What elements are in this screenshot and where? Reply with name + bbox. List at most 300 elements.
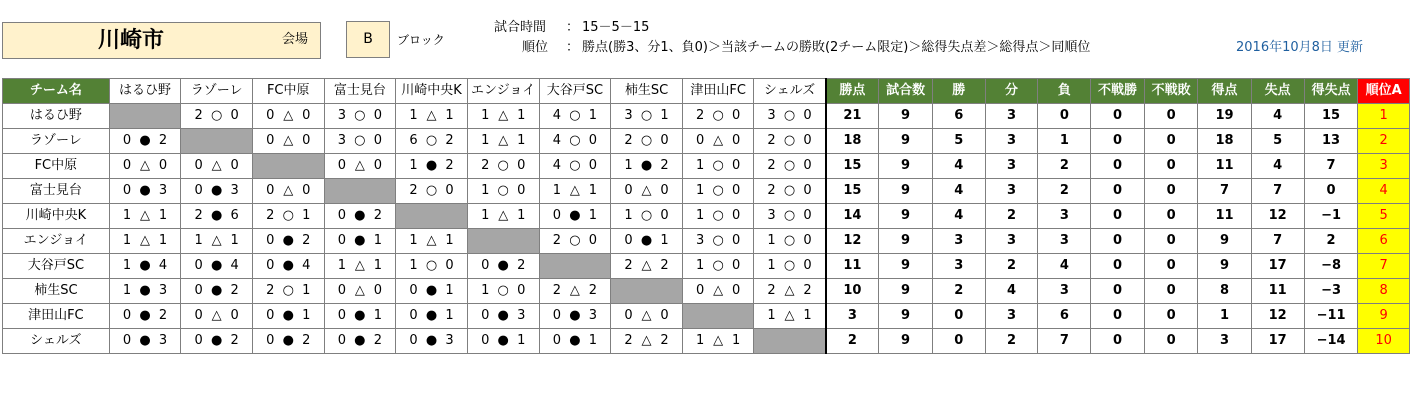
score-against: 3	[517, 308, 526, 323]
stat-cell: 2	[985, 329, 1038, 354]
match-result-cell	[682, 154, 754, 179]
score-against: 1	[373, 258, 382, 273]
stat-cell: 14	[826, 204, 879, 229]
score-for: 1	[409, 108, 418, 123]
team-name: FC中原	[3, 154, 110, 179]
score-against: 4	[158, 258, 168, 273]
match-result-cell	[109, 304, 181, 329]
column-header-opponent: FC中原	[252, 79, 324, 104]
stat-cell: 15	[1304, 104, 1358, 129]
match-result-cell	[754, 279, 826, 304]
result-symbol: ●	[282, 333, 294, 348]
score-for: 0	[409, 308, 418, 323]
score-against: 1	[445, 308, 454, 323]
result-symbol: △	[354, 158, 365, 173]
match-result-cell	[252, 329, 324, 354]
stat-cell: 9	[879, 229, 933, 254]
match-time-separator: ：	[566, 20, 580, 35]
score-for: 1	[481, 283, 490, 298]
match-time-value: 15－5－15	[582, 20, 650, 35]
score-against: 0	[660, 308, 669, 323]
result-symbol: ●	[497, 333, 509, 348]
score-for: 1	[696, 183, 705, 198]
column-header-opponent: はるひ野	[109, 79, 181, 104]
match-result-cell	[754, 179, 826, 204]
score-against: 1	[517, 133, 526, 148]
score-against: 2	[517, 258, 526, 273]
result-symbol: △	[211, 158, 222, 173]
score-against: 0	[302, 108, 311, 123]
score-against: 0	[803, 183, 812, 198]
score-for: 4	[552, 108, 562, 123]
stat-cell: 0	[1091, 329, 1145, 354]
stat-cell: 0	[1091, 129, 1145, 154]
match-result-cell	[611, 304, 683, 329]
stat-cell: 0	[1091, 179, 1145, 204]
match-result-cell	[754, 104, 826, 129]
table-row	[3, 154, 1410, 179]
result-symbol: △	[498, 133, 509, 148]
self-match-cell	[539, 254, 611, 279]
score-for: 1	[767, 258, 776, 273]
score-against: 1	[302, 308, 311, 323]
score-for: 0	[266, 333, 275, 348]
result-symbol: △	[283, 183, 294, 198]
column-header-stat: 試合数	[879, 79, 933, 104]
stat-cell: 0	[1144, 179, 1198, 204]
match-result-cell	[181, 279, 253, 304]
score-for: 2	[409, 183, 418, 198]
result-symbol: ○	[712, 158, 724, 173]
table-row	[3, 179, 1410, 204]
stat-cell: 3	[985, 229, 1038, 254]
match-result-cell	[324, 329, 396, 354]
score-against: 2	[445, 158, 454, 173]
stat-cell: 4	[932, 154, 985, 179]
stat-cell: 9	[879, 129, 933, 154]
score-against: 3	[158, 183, 168, 198]
result-symbol: △	[354, 283, 365, 298]
score-for: 1	[409, 258, 418, 273]
score-for: 2	[696, 108, 705, 123]
stat-cell: 5	[932, 129, 985, 154]
score-for: 0	[481, 308, 490, 323]
score-for: 2	[481, 158, 490, 173]
score-for: 0	[337, 158, 346, 173]
stat-cell: 4	[932, 204, 985, 229]
result-symbol: ○	[569, 233, 581, 248]
score-for: 2	[552, 283, 562, 298]
score-against: 1	[588, 208, 598, 223]
match-time-label: 試合時間	[494, 20, 547, 35]
rank-cell: 5	[1358, 204, 1410, 229]
result-symbol: △	[641, 333, 652, 348]
match-result-cell	[324, 279, 396, 304]
ranking-rule: 勝点(勝3、分1、負0)＞当該チームの勝敗(2チーム限定)＞総得失点差＞総得点＞同順位	[582, 40, 1091, 55]
score-for: 1	[767, 233, 776, 248]
score-for: 0	[696, 283, 705, 298]
match-result-cell	[396, 129, 468, 154]
match-result-cell	[252, 179, 324, 204]
score-against: 0	[660, 133, 669, 148]
match-result-cell	[181, 329, 253, 354]
score-against: 3	[588, 308, 598, 323]
score-for: 1	[409, 233, 418, 248]
column-header-opponent: ラゾーレ	[181, 79, 253, 104]
result-symbol: △	[713, 333, 724, 348]
stat-cell: 2	[1038, 154, 1091, 179]
score-against: 0	[732, 283, 741, 298]
score-for: 3	[337, 133, 346, 148]
score-against: 0	[517, 183, 526, 198]
match-result-cell	[109, 254, 181, 279]
column-header-opponent: 大谷戸SC	[539, 79, 611, 104]
score-for: 3	[767, 108, 776, 123]
team-name: エンジョイ	[3, 229, 110, 254]
result-symbol: ○	[497, 183, 509, 198]
match-result-cell	[181, 104, 253, 129]
result-symbol: ●	[497, 308, 509, 323]
column-header-opponent: 津田山FC	[682, 79, 754, 104]
match-result-cell	[396, 329, 468, 354]
match-result-cell	[467, 304, 539, 329]
match-result-cell	[467, 179, 539, 204]
match-result-cell	[682, 129, 754, 154]
stat-cell: 12	[1251, 304, 1304, 329]
score-for: 3	[337, 108, 346, 123]
match-result-cell	[252, 304, 324, 329]
stat-cell: 0	[1091, 279, 1145, 304]
match-result-cell	[181, 229, 253, 254]
score-against: 0	[803, 233, 812, 248]
score-for: 1	[767, 308, 776, 323]
ranking-label: 順位	[522, 40, 549, 55]
score-against: 0	[732, 233, 741, 248]
match-result-cell	[396, 279, 468, 304]
score-for: 0	[337, 283, 346, 298]
rank-cell: 4	[1358, 179, 1410, 204]
result-symbol: △	[784, 283, 795, 298]
block-value: B	[346, 21, 390, 58]
result-symbol: ○	[712, 208, 724, 223]
score-for: 0	[194, 183, 203, 198]
table-row	[3, 329, 1410, 354]
score-for: 6	[409, 133, 418, 148]
stat-cell: 6	[932, 104, 985, 129]
stat-cell: 4	[1251, 104, 1304, 129]
score-against: 0	[803, 133, 812, 148]
stat-cell: 7	[1251, 179, 1304, 204]
stat-cell: 0	[1038, 104, 1091, 129]
result-symbol: ○	[712, 108, 724, 123]
score-for: 2	[624, 133, 633, 148]
score-for: 0	[266, 258, 275, 273]
result-symbol: ●	[282, 258, 294, 273]
match-result-cell	[611, 204, 683, 229]
column-header-rank: 順位A	[1358, 79, 1410, 104]
self-match-cell	[754, 329, 826, 354]
stat-cell: 3	[1198, 329, 1251, 354]
score-against: 2	[660, 158, 669, 173]
stat-cell: 3	[1038, 279, 1091, 304]
self-match-cell	[467, 229, 539, 254]
result-symbol: ●	[354, 208, 366, 223]
rank-cell: 2	[1358, 129, 1410, 154]
stat-cell: 9	[1198, 229, 1251, 254]
stat-cell: 2	[1304, 229, 1358, 254]
score-against: 3	[158, 333, 168, 348]
match-result-cell	[324, 229, 396, 254]
team-name: 津田山FC	[3, 304, 110, 329]
stat-cell: 9	[879, 204, 933, 229]
score-for: 2	[767, 283, 776, 298]
score-for: 3	[624, 108, 633, 123]
match-result-cell	[611, 129, 683, 154]
match-result-cell	[396, 254, 468, 279]
result-symbol: △	[426, 233, 437, 248]
score-against: 2	[445, 133, 454, 148]
result-symbol: ○	[783, 183, 796, 198]
score-for: 0	[409, 333, 418, 348]
score-for: 0	[122, 308, 132, 323]
score-against: 2	[158, 133, 168, 148]
score-for: 2	[624, 258, 633, 273]
score-for: 1	[122, 283, 132, 298]
stat-cell: 0	[1144, 254, 1198, 279]
stat-cell: 11	[1198, 204, 1251, 229]
stat-cell: 4	[985, 279, 1038, 304]
score-against: 2	[660, 333, 669, 348]
result-symbol: ●	[139, 308, 151, 323]
stat-cell: 9	[879, 104, 933, 129]
result-symbol: ○	[712, 233, 724, 248]
score-for: 0	[624, 308, 633, 323]
match-result-cell	[109, 179, 181, 204]
result-symbol: ●	[210, 258, 223, 273]
result-symbol: ●	[569, 208, 581, 223]
match-result-cell	[324, 154, 396, 179]
score-against: 2	[158, 308, 168, 323]
score-for: 1	[624, 158, 633, 173]
table-row	[3, 129, 1410, 154]
result-symbol: ○	[497, 283, 509, 298]
result-symbol: ●	[354, 333, 366, 348]
match-result-cell	[611, 104, 683, 129]
score-for: 0	[266, 233, 275, 248]
result-symbol: ●	[139, 183, 151, 198]
score-for: 0	[266, 133, 275, 148]
match-result-cell	[682, 204, 754, 229]
stat-cell: 0	[1144, 129, 1198, 154]
stat-cell: −14	[1304, 329, 1358, 354]
stat-cell: 1	[1038, 129, 1091, 154]
score-for: 0	[122, 333, 132, 348]
score-for: 2	[624, 333, 633, 348]
match-result-cell	[324, 104, 396, 129]
match-result-cell	[539, 104, 611, 129]
self-match-cell	[252, 154, 324, 179]
score-for: 0	[409, 283, 418, 298]
score-against: 1	[373, 308, 382, 323]
score-against: 1	[732, 333, 741, 348]
score-for: 1	[122, 233, 132, 248]
match-result-cell	[396, 154, 468, 179]
result-symbol: ○	[354, 133, 366, 148]
stat-cell: 0	[1091, 254, 1145, 279]
score-against: 0	[803, 208, 812, 223]
table-row	[3, 279, 1410, 304]
score-against: 1	[517, 333, 526, 348]
table-row	[3, 254, 1410, 279]
stat-cell: 3	[1038, 204, 1091, 229]
match-result-cell	[181, 254, 253, 279]
score-against: 0	[732, 108, 741, 123]
result-symbol: ○	[354, 108, 366, 123]
score-for: 3	[767, 208, 776, 223]
match-result-cell	[682, 279, 754, 304]
match-result-cell	[252, 254, 324, 279]
result-symbol: ●	[139, 258, 151, 273]
score-for: 0	[624, 233, 633, 248]
score-against: 1	[445, 108, 454, 123]
score-against: 0	[230, 308, 239, 323]
match-result-cell	[539, 229, 611, 254]
score-for: 0	[337, 308, 346, 323]
score-for: 2	[266, 208, 275, 223]
result-symbol: ○	[569, 133, 581, 148]
score-against: 1	[588, 333, 598, 348]
score-against: 1	[230, 233, 239, 248]
score-against: 2	[302, 233, 311, 248]
column-header-stat: 失点	[1251, 79, 1304, 104]
match-result-cell	[682, 254, 754, 279]
result-symbol: ○	[783, 208, 796, 223]
score-against: 1	[373, 233, 382, 248]
stat-cell: 9	[879, 179, 933, 204]
score-against: 0	[373, 158, 382, 173]
match-result-cell	[252, 104, 324, 129]
stat-cell: 2	[1038, 179, 1091, 204]
score-for: 1	[122, 208, 132, 223]
stat-cell: −11	[1304, 304, 1358, 329]
stat-cell: 3	[932, 254, 985, 279]
result-symbol: ●	[210, 208, 223, 223]
match-result-cell	[324, 304, 396, 329]
score-against: 0	[230, 108, 239, 123]
result-symbol: ●	[425, 283, 438, 298]
score-for: 3	[696, 233, 705, 248]
stat-cell: 3	[985, 304, 1038, 329]
result-symbol: △	[140, 158, 151, 173]
match-result-cell	[682, 329, 754, 354]
score-for: 2	[552, 233, 562, 248]
column-header-stat: 負	[1038, 79, 1091, 104]
result-symbol: ●	[640, 158, 653, 173]
result-symbol: ●	[139, 283, 151, 298]
score-against: 0	[445, 258, 454, 273]
score-against: 2	[803, 283, 812, 298]
score-for: 1	[624, 208, 633, 223]
score-for: 2	[767, 183, 776, 198]
result-symbol: ●	[139, 333, 151, 348]
result-symbol: △	[784, 308, 795, 323]
stat-cell: 9	[1198, 254, 1251, 279]
stat-cell: 2	[985, 204, 1038, 229]
stat-cell: 19	[1198, 104, 1251, 129]
score-for: 1	[481, 108, 490, 123]
column-header-stat: 不戦勝	[1091, 79, 1145, 104]
result-symbol: ○	[425, 258, 438, 273]
result-symbol: ○	[783, 258, 796, 273]
stat-cell: 2	[985, 254, 1038, 279]
score-against: 1	[660, 108, 669, 123]
stat-cell: 0	[1091, 204, 1145, 229]
stat-cell: 0	[1144, 204, 1198, 229]
self-match-cell	[324, 179, 396, 204]
stat-cell: 7	[1198, 179, 1251, 204]
city-name: 川崎市	[98, 28, 165, 53]
match-result-cell	[539, 154, 611, 179]
result-symbol: △	[211, 308, 222, 323]
result-symbol: ●	[569, 333, 581, 348]
result-symbol: △	[569, 183, 580, 198]
result-symbol: △	[140, 233, 151, 248]
score-against: 0	[660, 183, 669, 198]
match-result-cell	[539, 329, 611, 354]
result-symbol: ○	[569, 158, 581, 173]
match-result-cell	[324, 129, 396, 154]
match-result-cell	[324, 204, 396, 229]
stat-cell: 15	[826, 179, 879, 204]
result-symbol: △	[498, 108, 509, 123]
match-result-cell	[611, 254, 683, 279]
score-for: 0	[481, 333, 490, 348]
stat-cell: 0	[1091, 304, 1145, 329]
match-result-cell	[396, 104, 468, 129]
score-against: 0	[732, 183, 741, 198]
result-symbol: ●	[425, 308, 438, 323]
stat-cell: 3	[985, 154, 1038, 179]
stat-cell: 2	[826, 329, 879, 354]
stat-cell: 4	[932, 179, 985, 204]
score-for: 0	[337, 208, 346, 223]
result-symbol: △	[140, 208, 151, 223]
result-symbol: ●	[210, 333, 223, 348]
result-symbol: ○	[497, 158, 509, 173]
match-result-cell	[181, 304, 253, 329]
match-result-cell	[324, 254, 396, 279]
rank-cell: 10	[1358, 329, 1410, 354]
score-against: 2	[373, 333, 382, 348]
match-result-cell	[467, 204, 539, 229]
result-symbol: ●	[210, 283, 223, 298]
column-header-stat: 分	[985, 79, 1038, 104]
result-symbol: ○	[712, 258, 724, 273]
column-header-team: チーム名	[3, 79, 110, 104]
column-header-stat: 得点	[1198, 79, 1251, 104]
team-name: 富士見台	[3, 179, 110, 204]
match-result-cell	[109, 154, 181, 179]
result-symbol: △	[498, 208, 509, 223]
score-for: 0	[337, 233, 346, 248]
score-for: 0	[266, 183, 275, 198]
team-name: 柿生SC	[3, 279, 110, 304]
result-symbol: △	[569, 283, 580, 298]
stat-cell: 3	[826, 304, 879, 329]
match-result-cell	[611, 179, 683, 204]
match-result-cell	[181, 204, 253, 229]
stat-cell: 9	[879, 254, 933, 279]
